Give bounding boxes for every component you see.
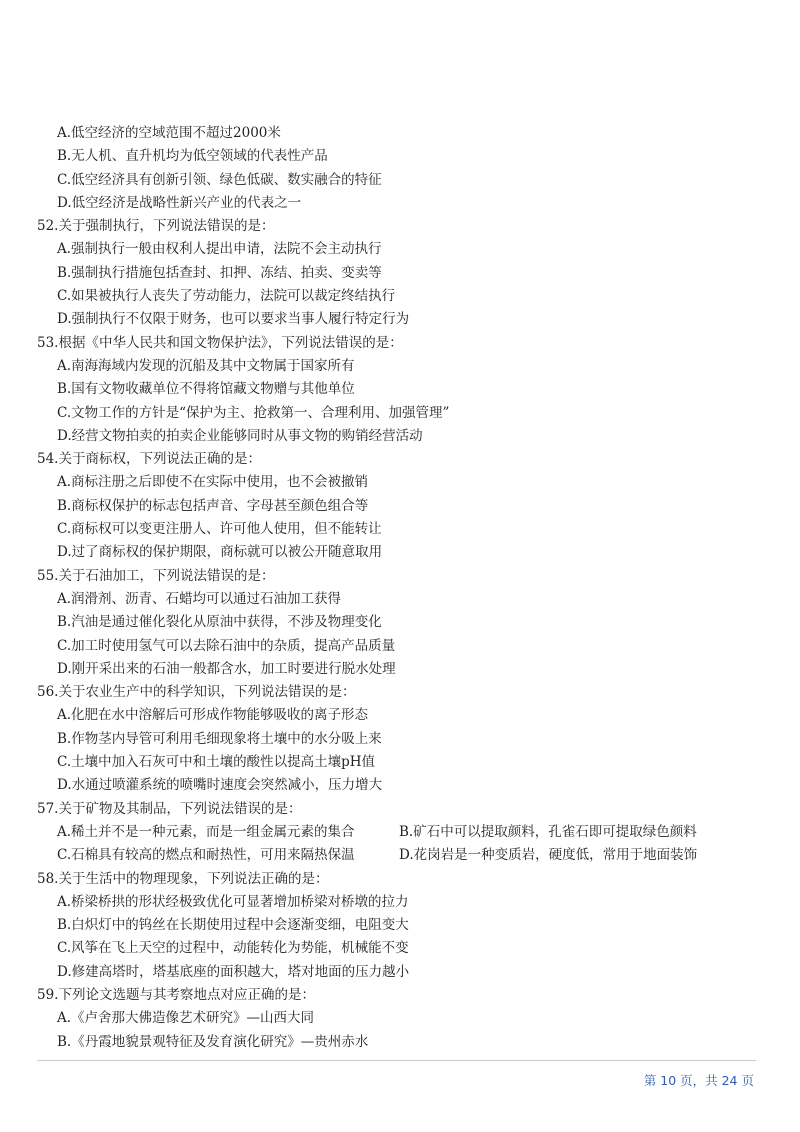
option-text: B.《丹霞地貌景观特征及发育演化研究》—贵州赤水 — [57, 1033, 369, 1050]
option-text: A.《卢舍那大佛造像艺术研究》—山西大同 — [57, 1010, 315, 1027]
option-text: C.文物工作的方针是“保护为主、抢救第一、合理利用、加强管理” — [57, 404, 450, 421]
option-text: A.南海海域内发现的沉船及其中文物属于国家所有 — [57, 357, 355, 374]
footer-divider — [37, 1060, 756, 1061]
question-stem: 58.关于生活中的物理现象，下列说法正确的是： — [37, 870, 329, 887]
option-text: C.如果被执行人丧失了劳动能力，法院可以裁定终结执行 — [57, 288, 396, 305]
option-text: D.刚开采出来的石油一般都含水，加工时要进行脱水处理 — [57, 660, 396, 677]
question-stem: 59.下列论文选题与其考察地点对应正确的是： — [37, 986, 315, 1003]
question-stem: 54.关于商标权，下列说法正确的是： — [37, 451, 261, 468]
option-text: A.化肥在水中溶解后可形成作物能够吸收的离子形态 — [57, 707, 369, 724]
option-text: A.桥梁桥拱的形状经极致优化可显著增加桥梁对桥墩的拉力 — [57, 893, 409, 910]
option-text: C.加工时使用氢气可以去除石油中的杂质，提高产品质量 — [57, 637, 396, 654]
option-text: D.水通过喷灌系统的喷嘴时速度会突然减小，压力增大 — [57, 777, 383, 794]
option-text: C.石棉具有较高的燃点和耐热性，可用来隔热保温 — [57, 847, 355, 864]
option-text: B.强制执行措施包括查封、扣押、冻结、拍卖、变卖等 — [57, 264, 382, 281]
question-list — [37, 122, 757, 1054]
option-text: B.汽油是通过催化裂化从原油中获得，不涉及物理变化 — [57, 614, 382, 631]
page-number: 第 10 页，共 24 页 — [643, 1073, 754, 1088]
option-text: B.国有文物收藏单位不得将馆藏文物赠与其他单位 — [57, 381, 355, 398]
option-row — [37, 821, 757, 844]
option-row — [37, 844, 757, 867]
option-text: A.稀土并不是一种元素，而是一组金属元素的集合 — [57, 823, 355, 840]
question-stem: 53.根据《中华人民共和国文物保护法》，下列说法错误的是： — [37, 334, 403, 351]
option-text: A.商标注册之后即使不在实际中使用，也不会被撤销 — [57, 474, 369, 491]
option-text: D.花岗岩是一种变质岩，硬度低，常用于地面装饰 — [399, 847, 698, 864]
option-text: B.商标权保护的标志包括声音、字母甚至颜色组合等 — [57, 497, 369, 514]
option-text: B.矿石中可以提取颜料，孔雀石即可提取绿色颜料 — [399, 823, 697, 840]
option-text: D.强制执行不仅限于财务，也可以要求当事人履行特定行为 — [57, 311, 410, 328]
option-text: A.强制执行一般由权利人提出申请，法院不会主动执行 — [57, 241, 382, 258]
question-stem: 56.关于农业生产中的科学知识，下列说法错误的是： — [37, 684, 356, 701]
option-text: B.白炽灯中的钨丝在长期使用过程中会逐渐变细，电阻变大 — [57, 917, 409, 934]
option-text: C.商标权可以变更注册人、许可他人使用，但不能转让 — [57, 521, 382, 538]
option-text: B.无人机、直升机均为低空领域的代表性产品 — [57, 148, 328, 165]
option-text: D.低空经济是战略性新兴产业的代表之一 — [57, 194, 302, 211]
option-text: D.经营文物拍卖的拍卖企业能够同时从事文物的购销经营活动 — [57, 427, 423, 444]
option-text: A.润滑剂、沥青、石蜡均可以通过石油加工获得 — [57, 590, 342, 607]
question-stem: 55.关于石油加工，下列说法错误的是： — [37, 567, 275, 584]
question-stem: 52.关于强制执行，下列说法错误的是： — [37, 218, 275, 235]
option-text: C.土壤中加入石灰可中和土壤的酸性以提高土壤pH值 — [57, 754, 376, 771]
option-text: D.修建高塔时，塔基底座的面积越大，塔对地面的压力越小 — [57, 963, 410, 980]
option-text: C.低空经济具有创新引领、绿色低碳、数实融合的特征 — [57, 171, 382, 188]
option-text: A.低空经济的空域范围不超过2000米 — [57, 125, 281, 141]
question-stem: 57.关于矿物及其制品，下列说法错误的是： — [37, 800, 302, 817]
option-text: B.作物茎内导管可利用毛细现象将土壤中的水分吸上来 — [57, 730, 382, 747]
option-text: D.过了商标权的保护期限，商标就可以被公开随意取用 — [57, 544, 383, 561]
option-text: C.风筝在飞上天空的过程中，动能转化为势能，机械能不变 — [57, 940, 409, 957]
